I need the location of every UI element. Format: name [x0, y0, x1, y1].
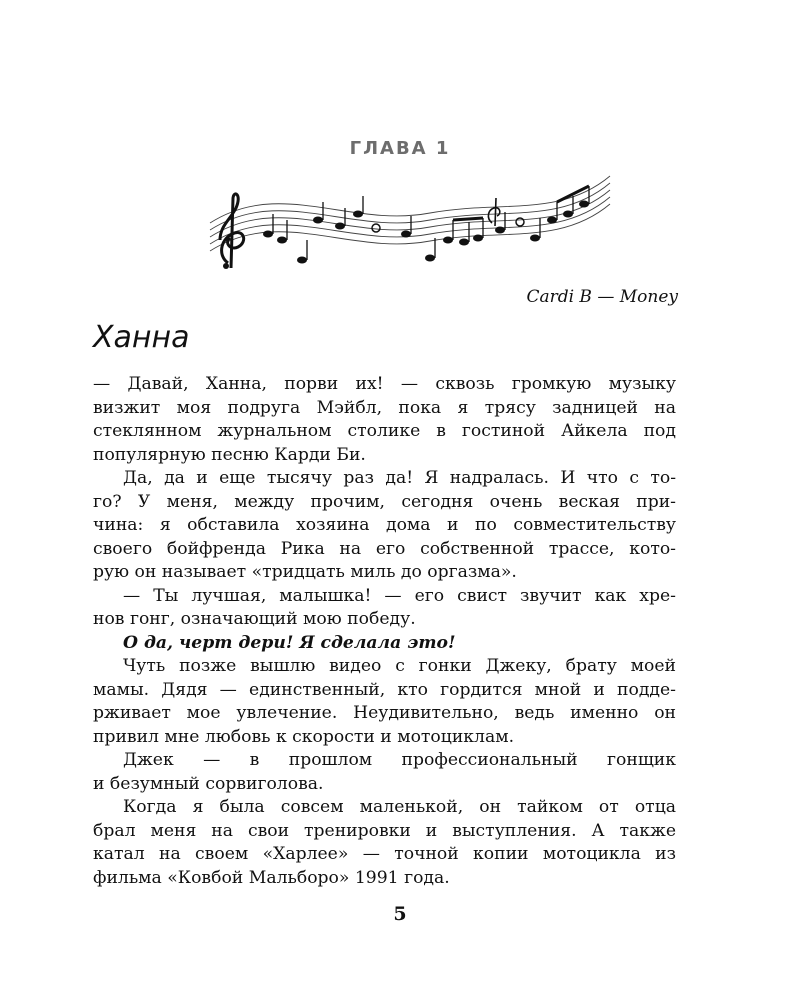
paragraph — [93, 655, 676, 749]
text-line: Когда я была совсем маленькой, он тайком от отца — [123, 797, 676, 817]
text-line: мамы. Дядя — единственный, кто гордится мной и подде- — [93, 679, 676, 700]
text-line: — Ты лучшая, малышка! — его свист звучит как хре- — [123, 585, 676, 606]
text-line: рую он называет «тридцать миль до оргазма». — [93, 562, 517, 582]
text-line: фильма «Ковбой Мальборо» 1991 года. — [93, 867, 450, 888]
chapter-body — [93, 373, 676, 890]
text-line: визжит моя подруга Мэйбл, пока я трясу задницей на — [93, 397, 676, 418]
epigraph: Cardi B — Money — [526, 287, 678, 307]
music-staff-icon — [200, 168, 620, 278]
paragraph — [93, 467, 676, 585]
text-line: своего бойфренда Рика на его собственной трассе, кото- — [93, 538, 676, 559]
text-line: брал меня на свои тренировки и выступления. А также — [93, 820, 676, 841]
text-line: привил мне любовь к скорости и мотоциклам. — [93, 726, 515, 747]
text-line: Да, да и еще тысячу раз да! Я надралась. И что с то- — [123, 468, 676, 488]
paragraph — [93, 373, 676, 467]
text-line: рживает мое увлечение. Неудивительно, ведь именно он — [93, 703, 676, 723]
text-line: стеклянном журнальном столике в гостиной Айкела под — [93, 421, 676, 441]
paragraph — [93, 796, 676, 890]
text-line: нов гонг, означающий мою победу. — [93, 609, 416, 629]
text-line: популярную песню Карди Би. — [93, 444, 366, 465]
paragraph — [93, 585, 676, 632]
text-line: катал на своем «Харлее» — точной копии мотоцикла из — [93, 844, 676, 864]
page-number: 5 — [393, 903, 407, 925]
paragraph — [93, 749, 676, 796]
text-line: го? У меня, между прочим, сегодня очень веская при- — [93, 491, 676, 512]
text-line: О да, черт дери! Я сделала это! — [123, 632, 456, 653]
text-line: — Давай, Ханна, порви их! — сквозь громкую музыку — [93, 374, 676, 394]
paragraph — [93, 632, 676, 656]
text-line: Чуть позже вышлю видео с гонки Джеку, брату моей — [123, 656, 676, 676]
text-line: чина: я обставила хозяина дома и по совместительству — [93, 515, 676, 535]
chapter-heading: ГЛАВА 1 — [349, 138, 451, 159]
text-line: Джек — в прошлом профессиональный гонщик — [123, 750, 676, 770]
narrator-heading: Ханна — [93, 320, 190, 355]
text-line: и безумный сорвиголова. — [93, 773, 324, 794]
